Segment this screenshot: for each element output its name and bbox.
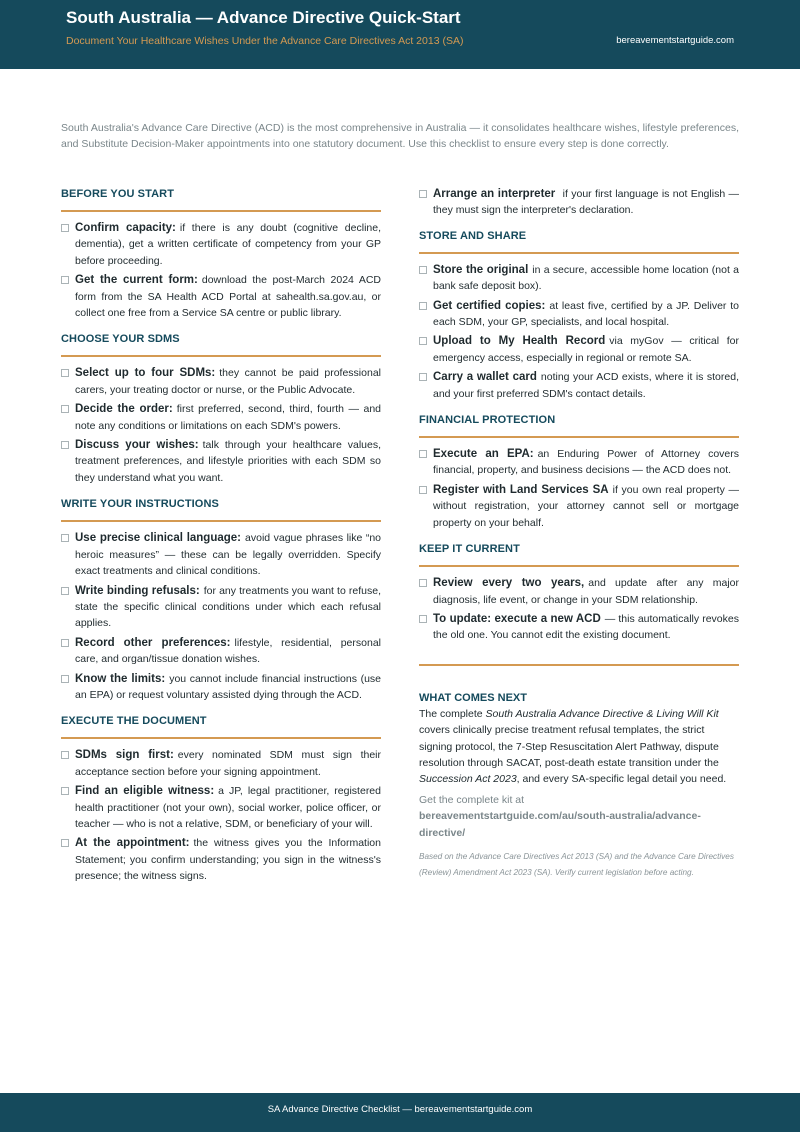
checklist-item xyxy=(419,446,739,479)
section-rule xyxy=(419,252,739,254)
checklist-item xyxy=(61,747,381,780)
section-title: FINANCIAL PROTECTION xyxy=(419,414,556,427)
checklist-section xyxy=(61,713,381,884)
item-text: a JP, legal practitioner, registered health practitioner (not your own), social worker, police officer, or teacher — who is not a relative, SDM, or beneficiary of your will. xyxy=(75,785,381,830)
what-comes-next-body xyxy=(419,706,739,788)
checklist-section xyxy=(419,541,739,644)
kit-label: Get the complete kit at xyxy=(419,793,525,806)
item-lead: Get certified copies: xyxy=(433,299,546,312)
section-rule xyxy=(419,565,739,567)
act-name: Succession Act 2023 xyxy=(419,773,517,786)
checklist-item xyxy=(61,635,381,668)
body-text: The complete xyxy=(419,707,486,720)
item-lead: Upload to My Health Record xyxy=(433,335,606,348)
item-lead: Arrange an interpreter xyxy=(433,188,556,200)
item-text: lifestyle, residential, personal care, and organ/tissue donation wishes. xyxy=(75,636,381,666)
item-text: if your first language is not English — they must sign the interpreter's declaration. xyxy=(433,188,740,217)
checkbox-icon[interactable] xyxy=(419,373,427,381)
checklist-section xyxy=(61,331,381,486)
checkbox-icon[interactable] xyxy=(61,534,69,542)
page-title: South Australia — Advance Directive Quick-Start xyxy=(66,8,461,27)
item-text: if you own real property — without registration, your attorney cannot sell or mortgage property on your behalf. xyxy=(433,483,739,529)
section-title: WRITE YOUR INSTRUCTIONS xyxy=(61,498,219,511)
checklist-item xyxy=(61,272,381,321)
item-text: and update after any major diagnosis, life event, or change in your SDM relationship. xyxy=(433,577,739,606)
body-text: , and every SA-specific legal detail you need. xyxy=(516,773,727,786)
checkbox-icon[interactable] xyxy=(61,441,69,449)
checkbox-icon[interactable] xyxy=(61,639,69,647)
kit-name: South Australia Advance Directive & Living Will Kit xyxy=(485,707,719,720)
checkbox-icon[interactable] xyxy=(61,675,69,683)
checkbox-icon[interactable] xyxy=(61,787,69,795)
checklist-item xyxy=(419,369,739,402)
section-divider xyxy=(419,664,739,666)
checkbox-icon[interactable] xyxy=(419,450,427,458)
item-text: an Enduring Power of Attorney covers financial, property, and business decisions — the ACD does not. xyxy=(433,448,739,477)
section-title: KEEP IT CURRENT xyxy=(419,543,520,556)
item-lead: Decide the order: xyxy=(75,403,173,416)
section-rule xyxy=(419,436,739,438)
item-text: they cannot be paid professional carers, your treating doctor or nurse, or the Public Advocate. xyxy=(75,367,381,396)
left-column xyxy=(61,186,381,895)
checklist-item xyxy=(61,783,381,832)
item-lead: Confirm capacity: xyxy=(75,222,176,234)
checklist-item xyxy=(61,437,381,486)
item-lead: Write binding refusals: xyxy=(75,584,200,597)
item-text: at least five, certified by a JP. Deliver to each SDM, your GP, specialists, and local hospital. xyxy=(433,299,739,329)
checklist-section xyxy=(61,496,381,703)
item-text: first preferred, second, third, fourth — and note any conditions or limitations on each SDM's powers. xyxy=(75,403,381,432)
item-text: — this automatically revokes the old one. You cannot edit the existing document. xyxy=(433,612,739,642)
page-footer xyxy=(0,1093,800,1132)
item-text: the witness gives you the Information Statement; you confirm understanding; you sign in the witness's presence; the witness signs. xyxy=(75,837,381,883)
item-text: via myGov — critical for emergency access, especially in regional or remote SA. xyxy=(433,335,739,364)
checklist-item xyxy=(61,671,381,704)
section-rule xyxy=(61,520,381,522)
item-text: noting your ACD exists, where it is stored, and your first preferred SDM's contact details. xyxy=(433,371,739,400)
header-site-link[interactable]: bereavementstartguide.com xyxy=(616,35,734,46)
checklist-item xyxy=(61,365,381,398)
section-rule xyxy=(61,737,381,739)
item-lead: Discuss your wishes: xyxy=(75,439,199,452)
section-rule xyxy=(61,355,381,357)
item-text: you cannot include financial instructions (use an EPA) or request voluntary assisted dying through the ACD. xyxy=(75,672,381,701)
checkbox-icon[interactable] xyxy=(419,486,427,494)
body-text: covers clinically precise treatment refusal templates, the strict signing protocol, the 7-Step Resuscitation Alert Pathway, dispute resolution through SACAT, post-death estate transition under the xyxy=(419,724,719,769)
checklist-item xyxy=(61,220,381,269)
item-text: for any treatments you want to refuse, state the specific clinical conditions under which each refusal applies. xyxy=(75,584,381,630)
item-lead: Get the current form: xyxy=(75,274,198,287)
item-lead: To update: execute a new ACD xyxy=(433,612,601,625)
checklist-item xyxy=(419,482,739,531)
checkbox-icon[interactable] xyxy=(61,839,69,847)
page-header xyxy=(0,0,800,69)
checklist-item xyxy=(419,298,739,331)
checkbox-icon[interactable] xyxy=(419,266,427,274)
section-title: BEFORE YOU START xyxy=(61,188,175,200)
item-lead: Execute an EPA: xyxy=(433,448,534,461)
item-lead: Store the original xyxy=(433,263,529,276)
item-lead: Register with Land Services SA xyxy=(433,483,609,496)
item-lead: Use precise clinical language: xyxy=(75,532,242,545)
checkbox-icon[interactable] xyxy=(61,369,69,377)
checklist-item xyxy=(419,262,739,295)
checkbox-icon[interactable] xyxy=(419,615,427,623)
right-sections xyxy=(419,228,739,644)
checklist-item xyxy=(61,401,381,434)
checkbox-icon[interactable] xyxy=(61,751,69,759)
kit-link[interactable]: bereavementstartguide.com/au/south-australia/advance-directive/ xyxy=(419,810,701,839)
checklist-section xyxy=(419,412,739,531)
legal-note: Based on the Advance Care Directives Act 2013 (SA) and the Advance Care Directives (Review) Amendment Act 2023 (SA). Verify current legislation before acting. xyxy=(419,851,734,877)
section-title: STORE AND SHARE xyxy=(419,229,527,242)
intro-paragraph: South Australia's Advance Care Directive (ACD) is the most comprehensive in Australia — it consolidates healthcare wishes, lifestyle preferences, and Substitute Decision-Maker appointments into one statutory document. Use this checklist to ensure every step is done correctly. xyxy=(61,122,739,150)
checklist-item xyxy=(61,530,381,579)
checklist-item xyxy=(419,333,739,366)
item-lead: At the appointment: xyxy=(75,837,190,850)
what-comes-next-title: WHAT COMES NEXT xyxy=(419,691,527,704)
item-text: talk through your healthcare values, treatment preferences, and lifestyle priorities with each SDM so they understand what you want. xyxy=(75,439,381,484)
checklist-item xyxy=(61,835,381,884)
checkbox-icon[interactable] xyxy=(419,579,427,587)
item-lead: Know the limits: xyxy=(75,672,166,685)
item-text: in a secure, accessible home location (not a bank safe deposit box). xyxy=(433,263,739,293)
checklist-item xyxy=(61,583,381,632)
checklist-item xyxy=(419,611,739,644)
item-text: avoid vague phrases like “no heroic measures” — these can be legally overridden. Specify exact treatments and clinical conditions. xyxy=(75,532,382,578)
checkbox-icon[interactable] xyxy=(61,405,69,413)
checkbox-icon[interactable] xyxy=(61,276,69,284)
item-lead: Record other preferences: xyxy=(75,636,231,649)
footer-text: SA Advance Directive Checklist — bereavementstartguide.com xyxy=(267,1104,533,1115)
checklist-section xyxy=(419,228,739,402)
checkbox-icon[interactable] xyxy=(419,337,427,345)
checkbox-icon[interactable] xyxy=(419,190,427,198)
item-lead: Select up to four SDMs: xyxy=(75,367,216,380)
section-title: CHOOSE YOUR SDMS xyxy=(61,333,180,346)
checkbox-icon[interactable] xyxy=(61,224,69,232)
item-text: if there is any doubt (cognitive decline, dementia), get a written certificate of competency from your GP before proceeding. xyxy=(75,222,381,267)
item-text: every nominated SDM must sign their acceptance section before your signing appointment. xyxy=(75,749,381,778)
page-subtitle: Document Your Healthcare Wishes Under the Advance Care Directives Act 2013 (SA) xyxy=(66,35,464,47)
checklist-section xyxy=(61,186,381,321)
checkbox-icon[interactable] xyxy=(61,587,69,595)
right-column xyxy=(419,186,739,881)
item-lead: SDMs sign first: xyxy=(75,749,174,762)
section-rule xyxy=(61,210,381,212)
item-text: download the post-March 2024 ACD form from the SA Health ACD Portal at sahealth.sa.gov.au, or collect one free from a Service SA centre or public library. xyxy=(75,274,381,320)
checklist-item-interpreter xyxy=(419,186,739,219)
checkbox-icon[interactable] xyxy=(419,302,427,310)
item-lead: Find an eligible witness: xyxy=(75,785,215,798)
item-lead: Carry a wallet card xyxy=(433,371,537,384)
checklist-item xyxy=(419,575,739,608)
section-title: EXECUTE THE DOCUMENT xyxy=(61,715,207,728)
item-lead: Review every two years, xyxy=(433,577,585,590)
